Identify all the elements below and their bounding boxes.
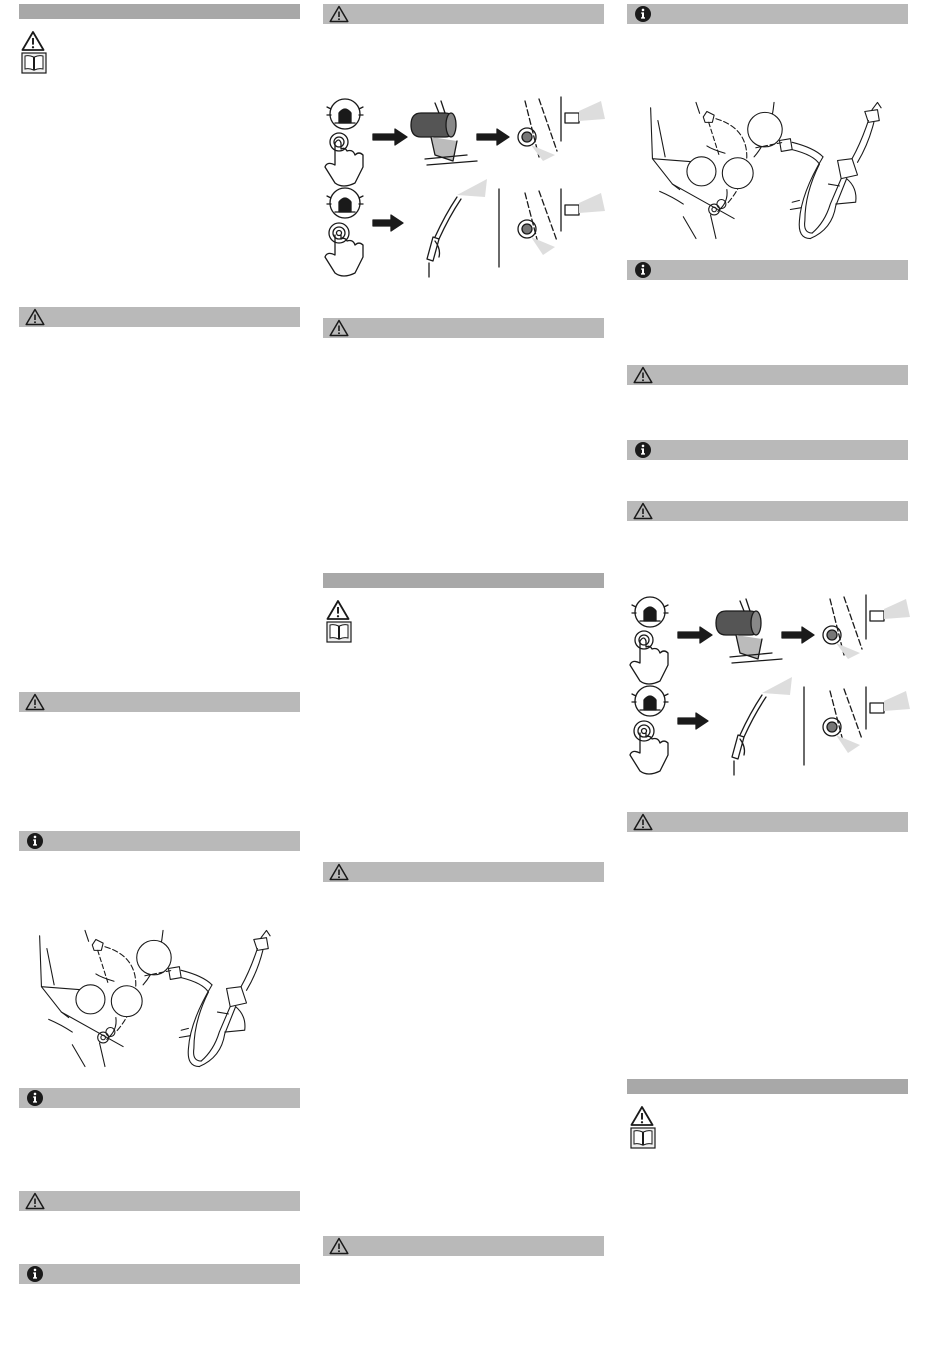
info-circle-icon <box>25 1089 45 1107</box>
warning-bar <box>627 501 908 521</box>
warning-triangle-icon <box>633 502 653 520</box>
warning-triangle-icon <box>326 599 350 621</box>
warning-triangle-icon <box>329 5 349 23</box>
read-manual-book-icon <box>326 621 352 643</box>
read-manual-book-icon <box>21 52 47 74</box>
warning-bar <box>19 307 300 327</box>
info-bar <box>19 831 300 851</box>
warning-triangle-icon <box>630 1105 654 1127</box>
info-circle-icon <box>633 261 653 279</box>
warning-triangle-icon <box>25 1192 45 1210</box>
section-bar <box>323 573 604 588</box>
info-bar <box>627 4 908 24</box>
warning-bar <box>323 4 604 24</box>
warning-and-manual-symbols <box>326 599 352 643</box>
info-bar <box>19 1088 300 1108</box>
info-circle-icon <box>633 5 653 23</box>
warning-triangle-icon <box>25 693 45 711</box>
section-bar <box>627 1079 908 1094</box>
warning-bar <box>19 692 300 712</box>
beacon-and-nozzle-sequence-diagram <box>622 590 912 790</box>
info-bar <box>627 260 908 280</box>
info-circle-icon <box>633 441 653 459</box>
section-bar <box>19 4 300 19</box>
hose-connection-illustration <box>647 100 892 250</box>
info-bar <box>19 1264 300 1284</box>
warning-triangle-icon <box>329 1237 349 1255</box>
warning-bar <box>19 1191 300 1211</box>
warning-triangle-icon <box>329 863 349 881</box>
warning-bar <box>627 365 908 385</box>
warning-triangle-icon <box>21 30 45 52</box>
info-circle-icon <box>25 1265 45 1283</box>
warning-bar <box>323 318 604 338</box>
read-manual-book-icon <box>630 1127 656 1149</box>
warning-and-manual-symbols <box>630 1105 656 1149</box>
info-circle-icon <box>25 832 45 850</box>
warning-triangle-icon <box>633 813 653 831</box>
warning-bar <box>323 862 604 882</box>
warning-bar <box>323 1236 604 1256</box>
hose-connection-illustration <box>36 928 281 1078</box>
info-bar <box>627 440 908 460</box>
warning-bar <box>627 812 908 832</box>
warning-and-manual-symbols <box>21 30 47 74</box>
warning-triangle-icon <box>329 319 349 337</box>
beacon-and-nozzle-sequence-diagram <box>317 92 607 292</box>
warning-triangle-icon <box>25 308 45 326</box>
warning-triangle-icon <box>633 366 653 384</box>
